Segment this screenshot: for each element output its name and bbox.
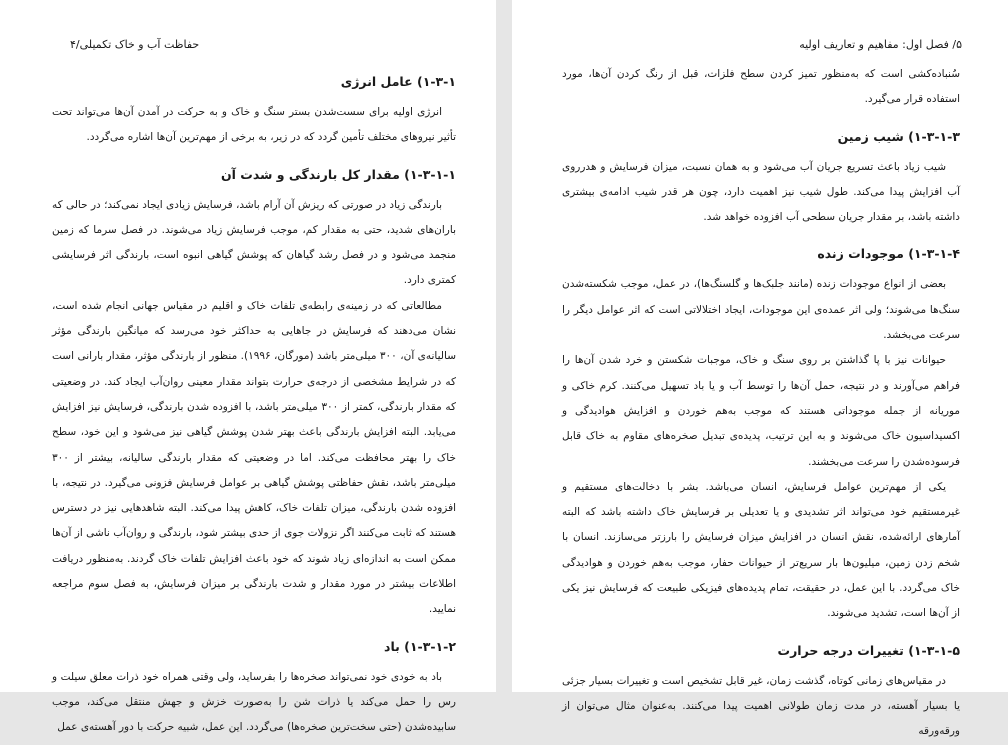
section-heading-wind: ۱-۳-۱-۲) باد <box>384 638 456 654</box>
paragraph-slope: شیب زیاد باعث تسریع جریان آب می‌شود و به همان نسبت، میزان فرسایش و هدرروی آب افزایش پیدا می‌کند. طول شیب نیز اهمیت دارد، چون هر قدر شیب ادامه‌ی بیشتری داشته باشد، بر مقدار جریان سطحی آب افزوده خواهد شد. <box>562 160 960 224</box>
paragraph-organisms-3: یکی از مهم‌ترین عوامل فرسایش، انسان می‌باشد. بشر با دخالت‌های مستقیم و غیرمستقیم خود می‌تواند اثر تشدیدی و یا تعدیلی بر فرسایش خاک داشته باشد که البته آمارهای ارائه‌شده، نقش انسان در افزایش میزان فرسایش را بارزتر می‌سازند. انسان با شخم زدن زمین، میلیون‌ها بار سریع‌تر از حیوانات حفار، موجب به‌هم خوردن و هوادیدگی خاک می‌گردد. با این عمل، در حقیقت، تمام پدیده‌های فیزیکی طبیعت که فرسایش نیز یکی از آن‌ها است، تشدید می‌شوند. <box>562 480 960 620</box>
section-heading-temperature: ۱-۳-۱-۵) تغییرات درجه حرارت <box>777 642 960 658</box>
paragraph-rainfall-1: بارندگی زیاد در صورتی که ریزش آن آرام باشد، فرسایش زیادی ایجاد نمی‌کند؛ در حالی که باران‌های شدید، حتی به مقدار کم، موجب فرسایش زیاد می‌شوند. در فصل سرما که زمین منجمد می‌شود و در فصل رشد گیاهان که پوشش گیاهی انبوه است، بارندگی اثر فرسایشی کمتری دارد. <box>52 198 456 287</box>
paragraph-continuation: سُنباده‌کشی است که به‌منظور تمیز کردن سطح فلزات، قبل از رنگ کردن آن‌ها، مورد استفاده قرار می‌گیرد. <box>562 68 960 106</box>
section-heading-organisms: ۱-۳-۱-۴) موجودات زنده <box>817 246 960 262</box>
left-page <box>0 0 496 734</box>
section-heading-rainfall: ۱-۳-۱-۱) مقدار کل بارندگی و شدت آن <box>221 166 456 182</box>
paragraph-wind: باد به خودی خود نمی‌تواند صخره‌ها را بفرساید، ولی وقتی همراه خود ذرات معلق سیلت و رس را حمل می‌کند یا ذرات شن را به‌صورت خزش و جهش منتقل می‌کند، موجب سابیده‌شدن (حتی سخت‌ترین صخره‌ها) می‌گردد. این عمل، شبیه حرکت با دور آهسته‌ی عمل <box>52 670 456 734</box>
right-page <box>512 0 1008 738</box>
left-page-header: حفاظت آب و خاک تکمیلی/۴ <box>70 38 200 51</box>
page-gutter <box>496 0 512 692</box>
section-heading-slope: ۱-۳-۱-۳) شیب زمین <box>837 128 960 144</box>
right-page-header: ۵/ فصل اول: مفاهیم و تعاریف اولیه <box>799 38 962 51</box>
paragraph-energy: انرژی اولیه برای سست‌شدن بستر سنگ و خاک و به حرکت در آمدن آن‌ها می‌تواند تحت تأثیر نیروهای مختلف تأمین گردد که در زیر، به برخی از مهم‌ترین آن‌ها اشاره می‌گردد. <box>52 106 456 144</box>
paragraph-rainfall-2: مطالعاتی که در زمینه‌ی رابطه‌ی تلفات خاک و اقلیم در مقیاس جهانی انجام شده است، نشان می‌دهند که فرسایش در جاهایی به حداکثر خود می‌رسد که میانگین بارندگی مؤثر سالیانه‌ی آن، ۳۰۰ میلی‌متر باشد (مورگان، ۱۹۹۶). منظور از بارندگی مؤثر، مقدار بارانی است که در شرایط مشخصی از درجه‌ی حرارت بتواند مقدار معینی روان‌آب ایجاد کند. در وضعیتی که مقدار بارندگی، کمتر از ۳۰۰ میلی‌متر باشد، با افزوده شدن بارندگی، فرسایش نیز افزایش می‌یابد. البته افزایش بارندگی باعث بهتر شدن پوشش گیاهی نیز می‌شود و این خود، سطح خاک را بهتر محافظت می‌کند. اما در وضعیتی که مقدار بارندگی سالیانه، بیشتر از ۳۰۰ میلی‌متر باشد، نقش حفاظتی پوشش گیاهی بر عوامل فرسایش فزونی می‌گیرد. در نتیجه، با افزوده شدن بارندگی، میزان تلفات خاک، کاهش پیدا می‌کند. البته شاهدهایی نیز در دسترس هستند که ثابت می‌کنند اگر نزولات جوی از حدی بیشتر شود، بارندگی و روان‌آب ناشی از آن‌ها ممکن است به اندازه‌ای زیاد شوند که خود باعث افزایش تلفات خاک گردند. به‌منظور دریافت اطلاعات بیشتر در مورد مقدار و شدت بارندگی بر میزان فرسایش، به فصل سوم مراجعه نمایید. <box>52 299 456 616</box>
section-heading-energy: ۱-۳-۱) عامل انرژی <box>340 74 456 89</box>
paragraph-organisms-2: حیوانات نیز با پا گذاشتن بر روی سنگ و خاک، موجبات شکستن و خرد شدن آن‌ها را فراهم می‌آورند و در نتیجه، حمل آن‌ها را توسط آب و یا باد تسهیل می‌کنند. کرم خاکی و موریانه از جمله موجوداتی هستند که موجب به‌هم خوردن و افزایش هوادیدگی و اکسیداسیون خاک می‌شوند و به این ترتیب، پدیده‌ی تبدیل صخره‌های مقاوم به خاک قابل فرسوده‌شدن را سرعت می‌بخشند. <box>562 354 960 468</box>
right-page-content <box>562 62 960 745</box>
paragraph-temperature: در مقیاس‌های زمانی کوتاه، گذشت زمان، غیر قابل تشخیص است و تغییرات بسیار جزئی یا بسیار آهسته، در مدت زمان طولانی اهمیت پیدا می‌کنند. به‌عنوان مثال می‌توان از ورقه‌ورقه <box>562 674 960 738</box>
paragraph-organisms-1: بعضی از انواع موجودات زنده (مانند جلبک‌ها و گلسنگ‌ها)، در عمل، موجب شکسته‌شدن سنگ‌ها می‌شوند؛ ولی اثر عمده‌ی این موجودات، ایجاد اختلالاتی است که اثر عوامل دیگر را سرعت می‌بخشد. <box>562 278 960 342</box>
left-page-content <box>52 72 456 741</box>
